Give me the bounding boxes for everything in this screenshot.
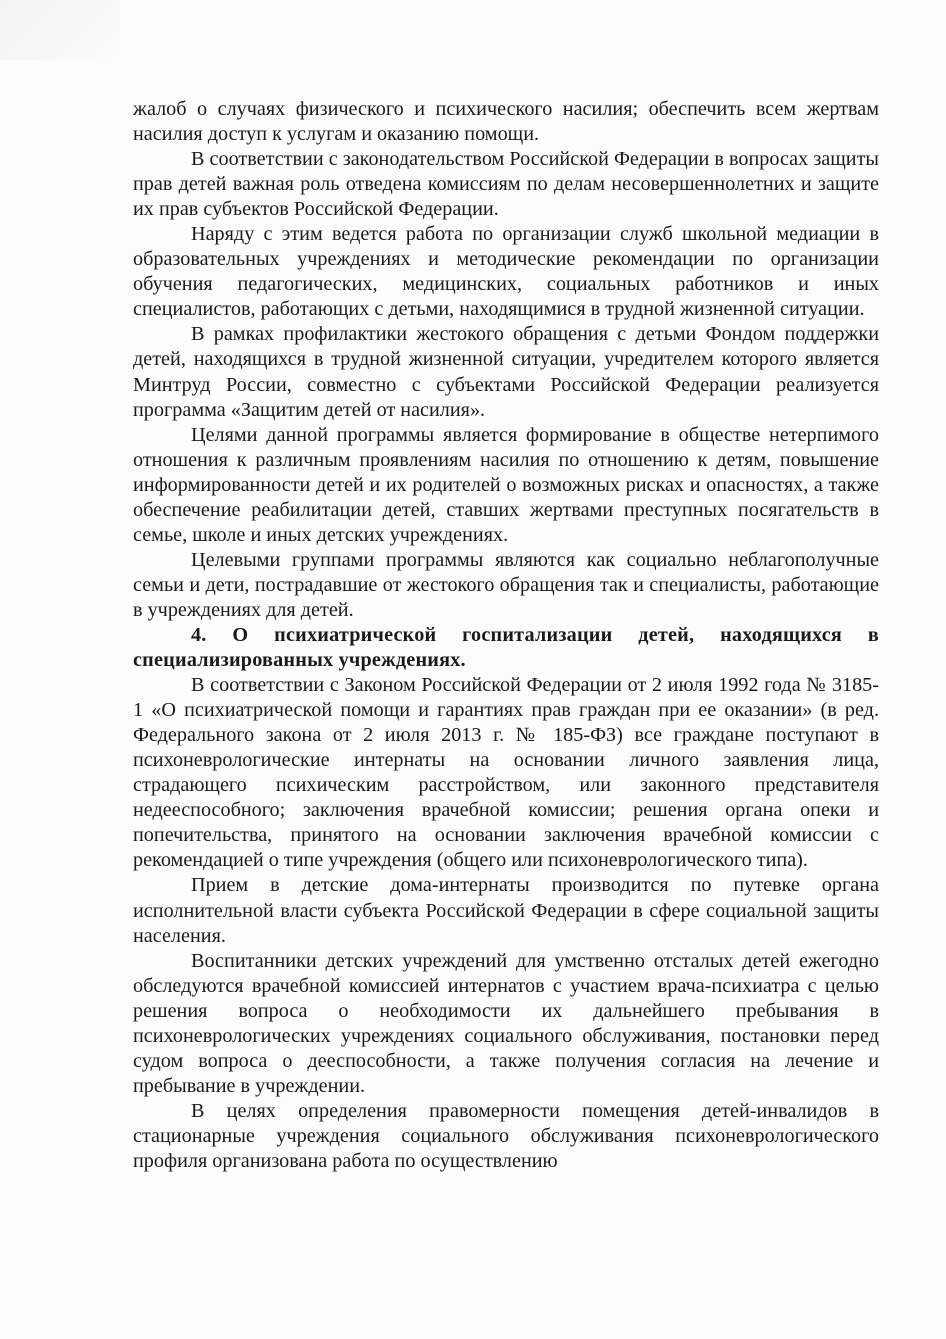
paragraph-program-goals: Целями данной программы является формирование в обществе нетерпимого отношения к различным проявлениям насилия по отношению к детям, повышение информированности детей и их родителей о возможных рисках и опасностях, а также обеспечение реабилитации детей, ставших жертвами преступных посягательств в семье, школе и иных детских учреждениях. [133, 423, 879, 546]
paragraph-admission: Прием в детские дома-интернаты производится по путевке органа исполнительной власти субъекта Российской Федерации в сфере социальной защиты населения. [133, 874, 879, 947]
paragraph-legality: В целях определения правомерности помещения детей-инвалидов в стационарные учреждения социального обслуживания психоневрологического профиля организована работа по осуществлению [133, 1099, 879, 1172]
paragraph-examination: Воспитанники детских учреждений для умственно отсталых детей ежегодно обследуются врачебной комиссией интернатов с участием врача-психиатра с целью решения вопроса о необходимости их дальнейшего пребывания в психоневрологических учреждениях социального обслуживания, постановки перед судом вопроса о дееспособности, а также получения согласия на лечение и пребывание в учреждении. [133, 949, 879, 1097]
paragraph-continuation: жалоб о случаях физического и психического насилия; обеспечить всем жертвам насилия доступ к услугам и оказанию помощи. [133, 98, 879, 146]
scan-corner-shade [0, 0, 120, 60]
paragraph-commissions: В соответствии с законодательством Российской Федерации в вопросах защиты прав детей важная роль отведена комиссиям по делам несовершеннолетних и защите их прав субъектов Российской Федерации. [133, 148, 879, 221]
section-heading: 4. О психиатрической госпитализации детей, находящихся в специализированных учреждениях. [133, 623, 879, 672]
paragraph-prevention-program: В рамках профилактики жестокого обращения с детьми Фондом поддержки детей, находящихся в трудной жизненной ситуации, учредителем которого является Минтруд России, совместно с субъектами Российской Федерации реализуется программа «Защитим детей от насилия». [133, 323, 879, 421]
paragraph-target-groups: Целевыми группами программы являются как социально неблагополучные семьи и дети, пострадавшие от жестокого обращения так и специалисты, работающие в учреждениях для детей. [133, 548, 879, 621]
document-body [133, 97, 879, 1174]
paragraph-mediation: Наряду с этим ведется работа по организации служб школьной медиации в образовательных учреждениях и методические рекомендации по организации обучения педагогических, медицинских, социальных работников и иных специалистов, работающих с детьми, находящимися в трудной жизненной ситуации. [133, 223, 879, 321]
paragraph-law: В соответствии с Законом Российской Федерации от 2 июля 1992 года № 3185-1 «О психиатрической помощи и гарантиях прав граждан при ее оказании» (в ред. Федерального закона от 2 июля 2013 г. № 185-ФЗ) все граждане поступают в психоневрологические интернаты на основании личного заявления лица, страдающего психическим расстройством, или законного представителя недееспособного; заключения врачебной комиссии; решения органа опеки и попечительства, принятого на основании заключения врачебной комиссии с рекомендацией о типе учреждения (общего или психоневрологического типа). [133, 674, 879, 872]
